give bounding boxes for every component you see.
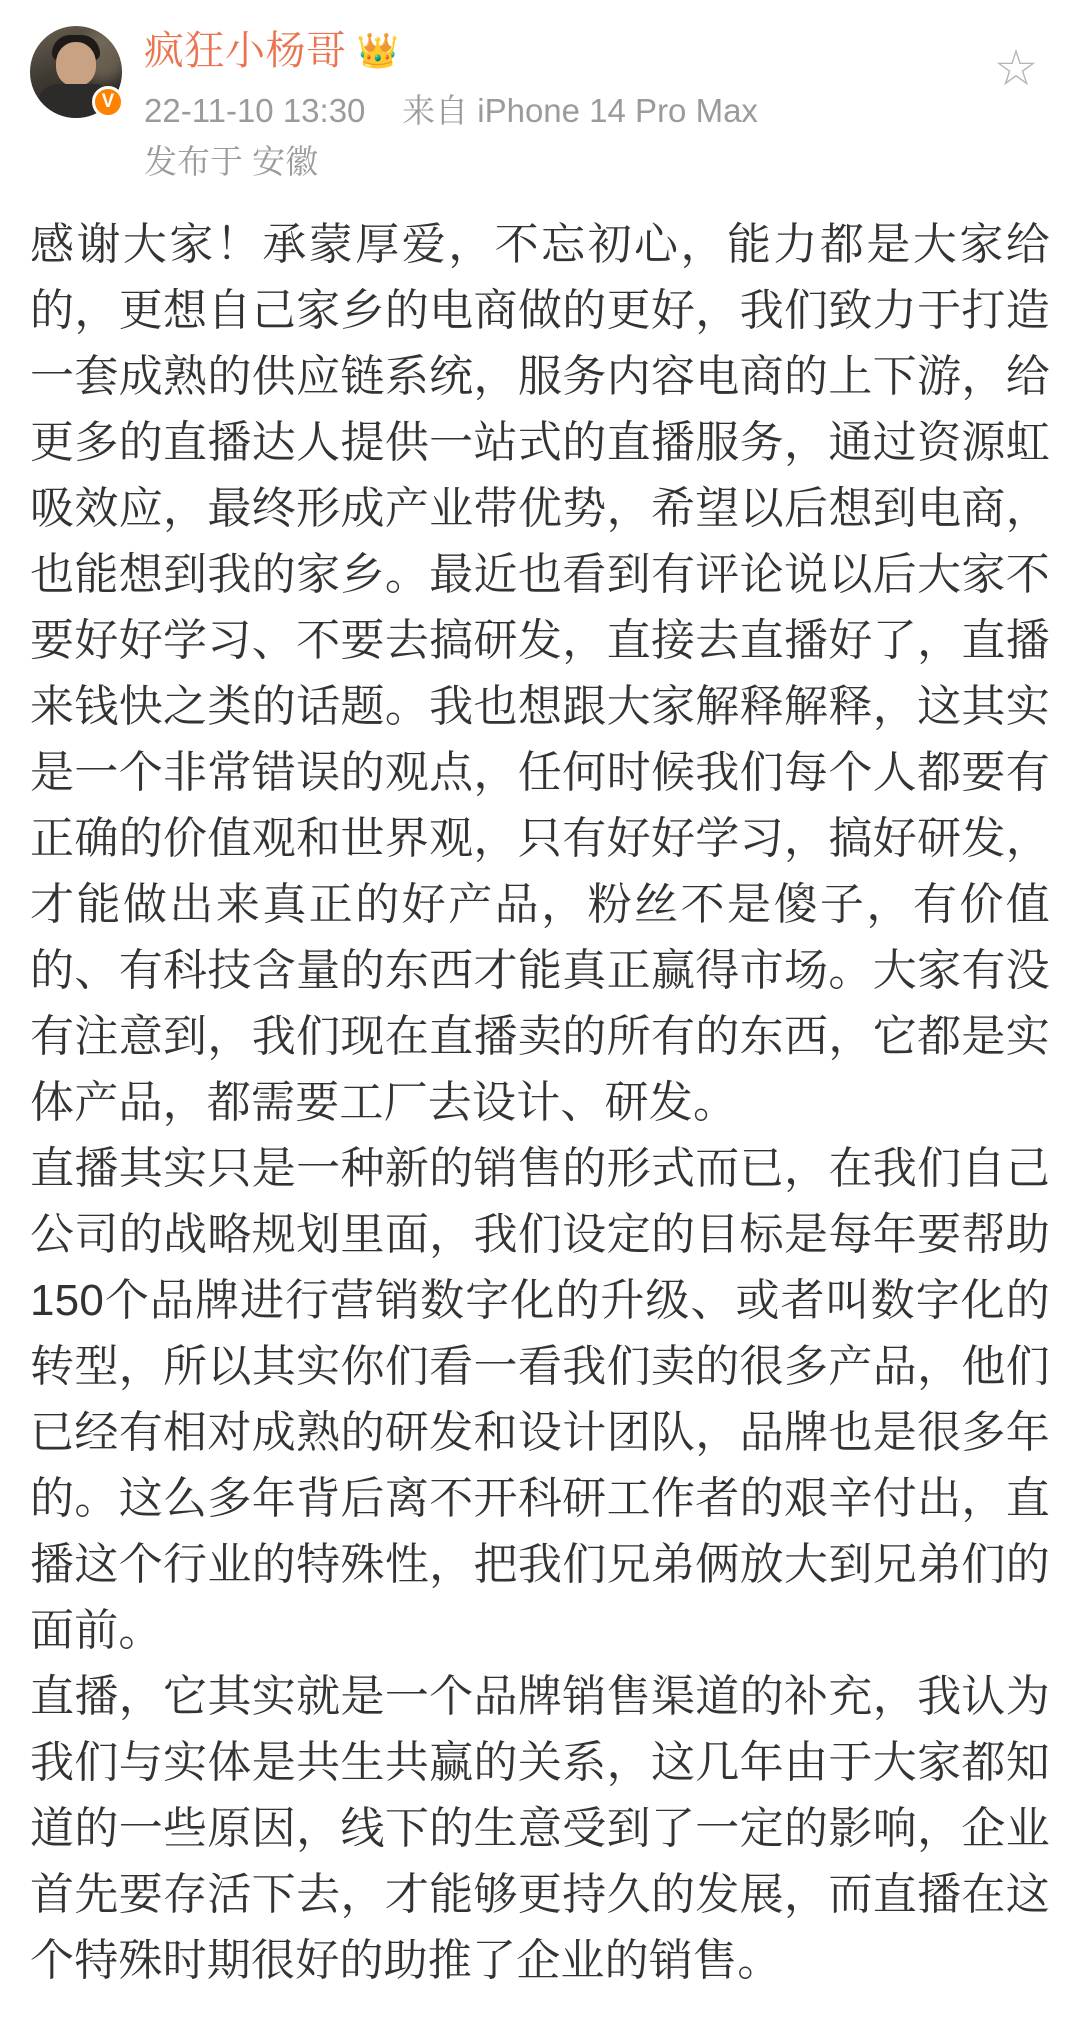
star-icon[interactable]: ☆ <box>993 40 1039 96</box>
avatar-face <box>56 42 96 86</box>
author-row[interactable] <box>144 24 1050 78</box>
verified-badge-icon: V <box>92 86 124 118</box>
post-body <box>30 212 1050 2024</box>
post-paragraph: 直播其实只是一种新的销售的形式而已，在我们自己公司的战略规划里面，我们设定的目标是每年要帮助150个品牌进行营销数字化的升级、或者叫数字化的转型，所以其实你们看一看我们卖的很多产品，他们已经有相对成熟的研发和设计团队，品牌也是很多年的。这么多年背后离不开科研工作者的艰辛付出，直播这个行业的特殊性，把我们兄弟俩放大到兄弟们的面前。 <box>30 1144 1050 1655</box>
avatar[interactable] <box>30 26 122 118</box>
author-nickname[interactable]: 疯狂小杨哥 <box>144 29 347 73</box>
post-source[interactable]: 来自 iPhone 14 Pro Max <box>402 92 758 129</box>
post-header <box>30 22 1050 186</box>
post-header-text <box>144 22 1050 186</box>
post-meta-line <box>144 86 1050 136</box>
post-timestamp: 22-11-10 13:30 <box>144 92 366 129</box>
post-paragraph: 感谢大家！承蒙厚爱，不忘初心，能力都是大家给的，更想自己家乡的电商做的更好，我们致力于打造一套成熟的供应链系统，服务内容电商的上下游，给更多的直播达人提供一站式的直播服务，通过资源虹吸效应，最终形成产业带优势，希望以后想到电商，也能想到我的家乡。最近也看到有评论说以后大家不要好好学习、不要去搞研发，直接去直播好了，直播来钱快之类的话题。我也想跟大家解释解释，这其实是一个非常错误的观点，任何时候我们每个人都要有正确的价值观和世界观，只有好好学习，搞好研发，才能做出来真正的好产品，粉丝不是傻子，有价值的、有科技含量的东西才能真正赢得市场。大家有没有注意到，我们现在直播卖的所有的东西，它都是实体产品，都需要工厂去设计、研发。 <box>30 220 1050 1127</box>
crown-icon: 👑 <box>356 32 399 70</box>
post-location: 发布于 安徽 <box>144 143 319 180</box>
post-paragraph: 直播，它其实就是一个品牌销售渠道的补充，我认为我们与实体是共生共赢的关系，这几年由于大家都知道的一些原因，线下的生意受到了一定的影响，企业首先要存活下去，才能够更持久的发展，而直播在这个特殊时期很好的助推了企业的销售。 <box>30 1672 1050 1985</box>
